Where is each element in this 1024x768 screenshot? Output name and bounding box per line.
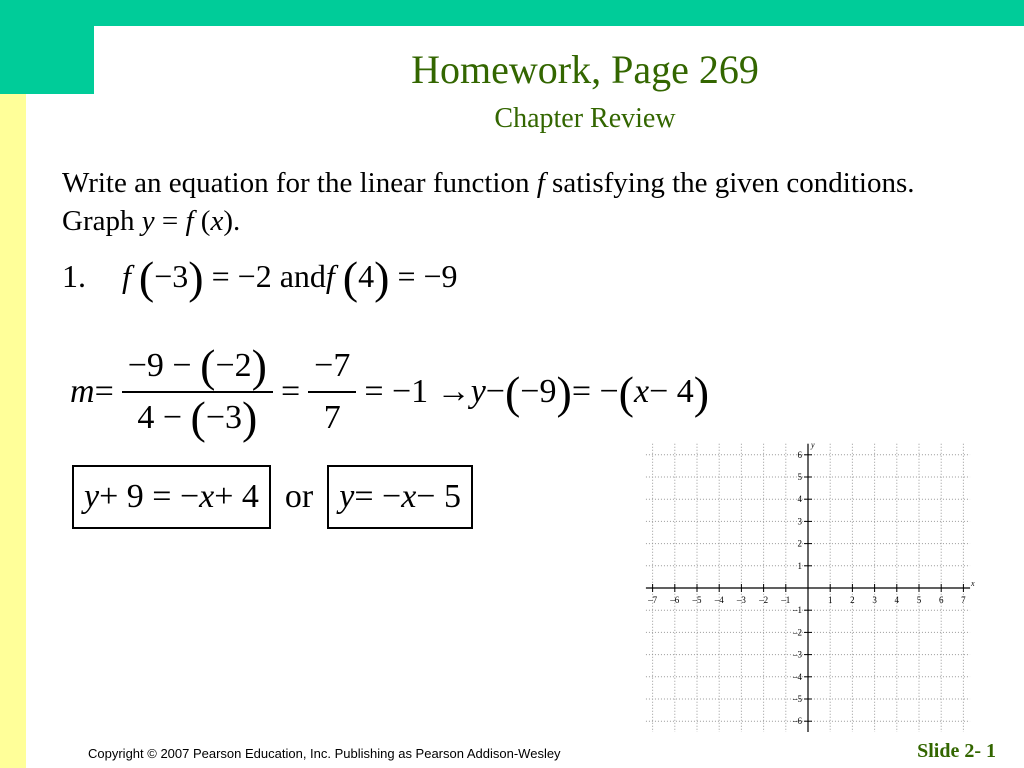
answer-box-1: [72, 465, 271, 529]
instruction-rp: ).: [223, 205, 241, 237]
point-slope-rhs: = −: [571, 373, 619, 410]
final-answers: [72, 466, 473, 528]
problem-number: 1.: [62, 258, 86, 294]
y-tick-label: –5: [793, 694, 802, 704]
slope-fraction-1: $\frac{-9 - (-2)}{4 - (-3)}$: [122, 343, 273, 441]
y-tick-label: –6: [793, 716, 802, 727]
x-tick-label: 7: [961, 595, 966, 605]
slope-numerator-1-inner: −2: [215, 347, 252, 384]
y-tick-label: 5: [797, 472, 802, 482]
x-tick-label: –6: [670, 595, 680, 605]
y-tick-label: 3: [797, 516, 802, 527]
x-tick-label: 6: [938, 595, 944, 605]
y-tick-label: –4: [793, 671, 802, 682]
slide-subtitle: Chapter Review: [494, 103, 676, 134]
slope-denominator-1: 4 −: [137, 399, 191, 436]
slope-denominator-2: 7: [323, 399, 341, 436]
slope-denominator-1-inner: −3: [205, 399, 243, 436]
x-tick-label: –4: [714, 595, 724, 605]
answer-box-2: [327, 465, 473, 529]
y-tick-label: –2: [793, 627, 802, 638]
instruction-text-1: Write an equation for the linear function: [62, 167, 537, 199]
instruction-text-2: satisfying the given conditions. Graph: [62, 167, 915, 237]
point-slope-minus: −: [485, 373, 505, 410]
slope-fraction-2: [308, 343, 356, 441]
x-tick-label: –3: [736, 595, 746, 605]
left-sidebar-strip: [0, 94, 26, 768]
slope-numerator-2: −7: [308, 343, 356, 393]
slope-result: = −1 →: [364, 373, 471, 410]
y-tick-label: 2: [797, 538, 802, 549]
slope-numerator-1: −9 −: [127, 347, 201, 384]
instruction-paragraph: [62, 164, 942, 240]
answer2-y: y: [339, 478, 355, 515]
problem-val1: = −2: [203, 258, 280, 294]
x-tick-label: –7: [648, 595, 658, 605]
answer1-y: y: [84, 478, 100, 515]
answer1-end: + 4: [214, 478, 259, 515]
copyright-footer: Copyright © 2007 Pearson Education, Inc. Publishing as Pearson Addison-Wesley: [88, 746, 561, 761]
problem-f1: f: [122, 258, 131, 294]
x-tick-label: –1: [781, 595, 791, 605]
y-tick-label: 4: [797, 494, 802, 505]
slope-m: m: [70, 373, 95, 410]
instruction-y: y: [141, 205, 155, 237]
x-tick-label: 1: [827, 595, 833, 605]
coordinate-grid: [640, 440, 980, 732]
slope-eq1: =: [94, 373, 114, 410]
answer1-x: x: [199, 478, 215, 515]
problem-arg2: 4: [358, 258, 375, 294]
x-tick-label: –5: [692, 595, 702, 605]
instruction-fx: f: [185, 205, 194, 237]
x-tick-label: 4: [894, 595, 900, 605]
y-tick-label: –1: [793, 605, 802, 616]
instruction-lp: (: [193, 205, 211, 237]
point-slope-rhs-end: − 4: [649, 373, 694, 410]
or-word: or: [284, 478, 314, 515]
corner-accent-block: [0, 0, 94, 94]
instruction-f: f: [536, 167, 545, 199]
y-axis-label: y: [811, 440, 815, 450]
y-tick-label: –3: [793, 649, 802, 660]
point-slope-inner: −9: [520, 373, 557, 410]
x-tick-label: 3: [872, 595, 877, 605]
problem-and: and: [279, 258, 326, 294]
problem-f2: f: [325, 258, 335, 294]
problem-arg1: −3: [154, 258, 189, 294]
x-tick-label: –2: [759, 595, 769, 605]
problem-val2: = −9: [389, 258, 458, 294]
x-tick-label: 2: [850, 595, 855, 605]
slide-title: Homework, Page 269: [411, 47, 759, 92]
slide-number: Slide 2- 1: [917, 740, 996, 762]
top-accent-bar: [0, 0, 1024, 26]
answer2-end: − 5: [416, 478, 461, 515]
point-slope-y: y: [470, 373, 486, 410]
problem-statement: 1. f (−3) = −2 andf (4) = −9: [62, 252, 458, 303]
answer2-mid: = −: [354, 478, 402, 515]
y-tick-label: 6: [797, 449, 802, 460]
answer1-mid: + 9 = −: [99, 478, 200, 515]
instruction-eq: =: [154, 205, 186, 237]
x-tick-label: 5: [916, 595, 922, 605]
point-slope-x: x: [634, 373, 650, 410]
y-tick-label: 1: [797, 560, 802, 571]
x-axis-label: x: [971, 579, 975, 588]
slope-eq2: =: [280, 373, 301, 410]
slope-calculation: m = $\frac{-9 - (-2)}{4 - (-3)}$ = $\frac{-7}{7}$ = −1 → y − ( −9 ) = − ( x − 4 ): [70, 340, 710, 443]
instruction-x: x: [210, 205, 224, 237]
answer2-x: x: [401, 478, 417, 515]
